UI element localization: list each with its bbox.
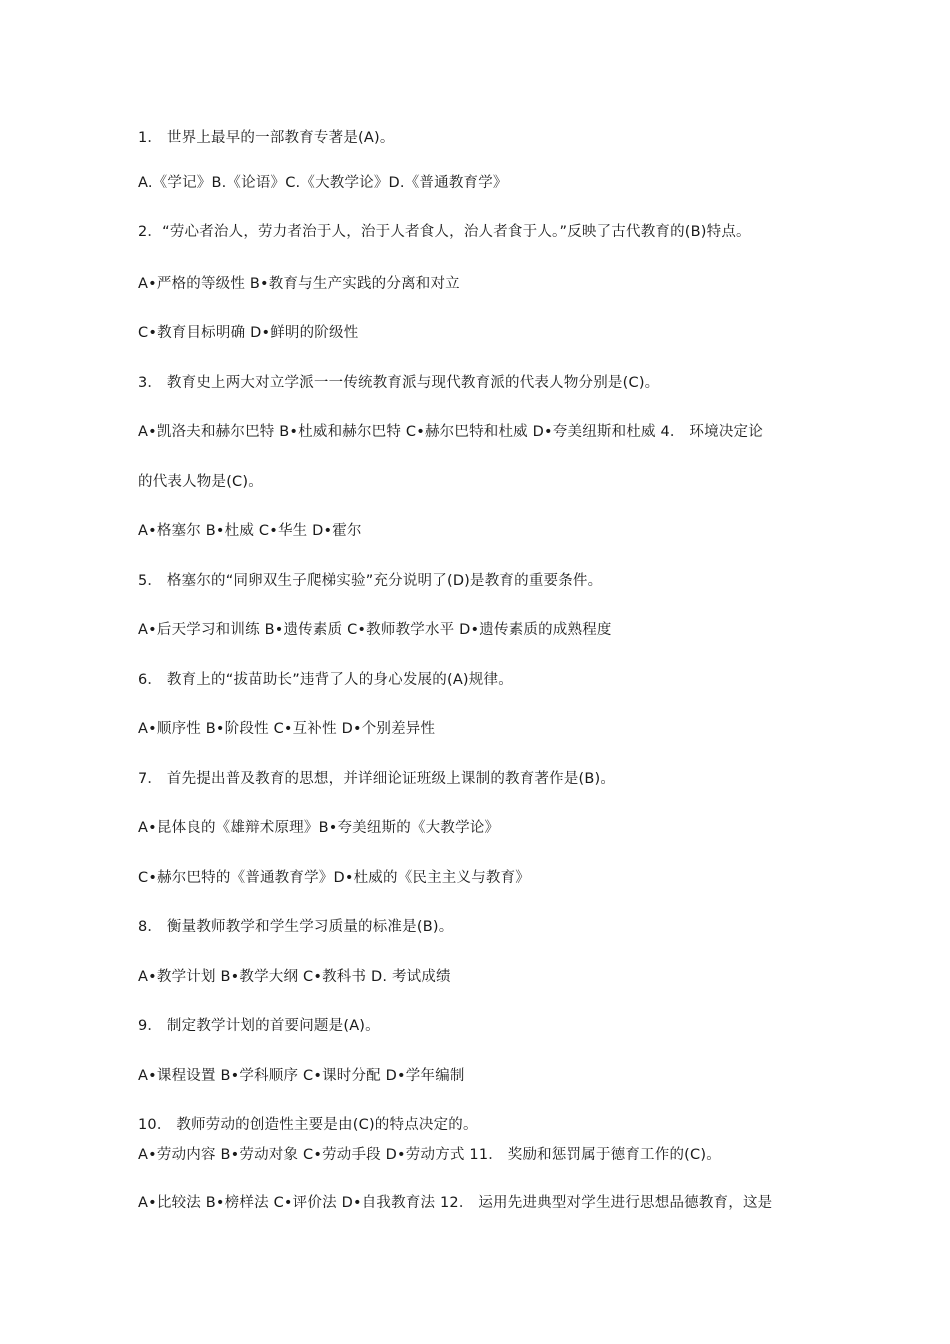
question-11-options: A•比较法 B•榜样法 C•评价法 D•自我教育法 12． 运用先进典型对学生进行思想品德教育，这是 (138, 1195, 773, 1211)
question-9-options: A•课程设置 B•学科顺序 C•课时分配 D•学年编制 (138, 1068, 465, 1084)
question-2-options-line-2: C•教育目标明确 D•鲜明的阶级性 (138, 325, 359, 341)
question-6-options: A•顺序性 B•阶段性 C•互补性 D•个别差异性 (138, 721, 436, 737)
question-6: 6． 教育上的“拔苗助长”违背了人的身心发展的(A)规律。 (138, 672, 513, 688)
question-4-continued: 的代表人物是(C)。 (138, 474, 263, 490)
question-2: 2．“劳心者治人，劳力者治于人，治于人者食人，治人者食于人。”反映了古代教育的(B)特点。 (138, 224, 751, 240)
question-5-options: A•后天学习和训练 B•遗传素质 C•教师教学水平 D•遗传素质的成熟程度 (138, 622, 612, 638)
question-9: 9． 制定教学计划的首要问题是(A)。 (138, 1018, 380, 1034)
question-4-options: A•格塞尔 B•杜威 C•华生 D•霍尔 (138, 523, 362, 539)
question-2-options-line-1: A•严格的等级性 B•教育与生产实践的分离和对立 (138, 276, 460, 292)
question-7-options-line-2: C•赫尔巴特的《普通教育学》D•杜威的《民主主义与教育》 (138, 870, 530, 886)
question-7-options-line-1: A•昆体良的《雄辩术原理》B•夸美纽斯的《大教学论》 (138, 820, 500, 836)
question-1: 1． 世界上最早的一部教育专著是(A)。 (138, 130, 395, 146)
question-10-options: A•劳动内容 B•劳动对象 C•劳动手段 D•劳动方式 11． 奖励和惩罚属于德育工作的(C)。 (138, 1147, 721, 1163)
question-5: 5． 格塞尔的“同卵双生子爬梯实验”充分说明了(D)是教育的重要条件。 (138, 573, 603, 589)
question-3-options: A•凯洛夫和赫尔巴特 B•杜威和赫尔巴特 C•赫尔巴特和杜威 D•夸美纽斯和杜威 4． 环境决定论 (138, 424, 763, 440)
question-1-options: A.《学记》B.《论语》C.《大教学论》D.《普通教育学》 (138, 175, 508, 191)
question-10: 10． 教师劳动的创造性主要是由(C)的特点决定的。 (138, 1117, 478, 1133)
question-8: 8． 衡量教师教学和学生学习质量的标准是(B)。 (138, 919, 454, 935)
question-8-options: A•教学计划 B•教学大纲 C•教科书 D. 考试成绩 (138, 969, 451, 985)
question-7: 7． 首先提出普及教育的思想，并详细论证班级上课制的教育著作是(B)。 (138, 771, 616, 787)
question-3: 3． 教育史上两大对立学派一一传统教育派与现代教育派的代表人物分别是(C)。 (138, 375, 660, 391)
